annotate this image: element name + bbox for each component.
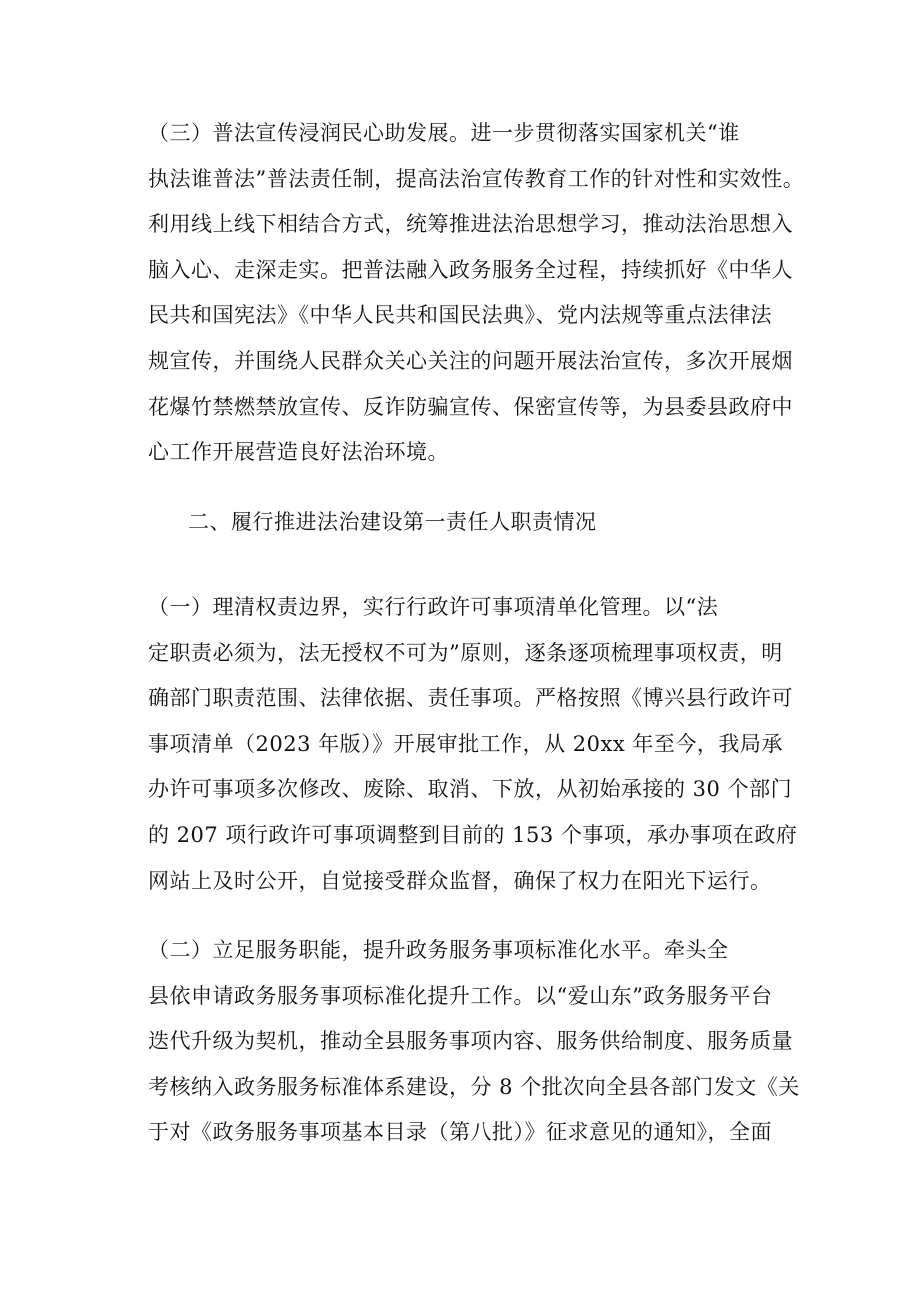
paragraph-line: （一）理清权责边界，实行行政许可事项清单化管理。以“法 xyxy=(148,595,719,619)
paragraph-line: 规宣传，并围绕人民群众关心关注的问题开展法治宣传，多次开展烟 xyxy=(148,348,793,373)
paragraph-line: 办许可事项多次修改、废除、取消、下放，从初始承接的 30 个部门 xyxy=(148,777,793,802)
paragraph-line: 利用线上线下相结合方式，统筹推进法治思想学习，推动法治思想入 xyxy=(148,212,793,237)
paragraph-standardization xyxy=(148,928,800,1156)
paragraph-line: 脑入心、走深走实。把普法融入政务服务全过程，持续抓好《中华人 xyxy=(148,257,793,282)
paragraph-line: 于对《政务服务事项基本目录（第八批）》征求意见的通知》，全面 xyxy=(148,1120,772,1145)
paragraph-line: 定职责必须为，法无授权不可为”原则，逐条逐项梳理事项权责，明 xyxy=(148,640,783,665)
paragraph-permits xyxy=(148,585,798,904)
paragraph-line: 花爆竹禁燃禁放宣传、反诈防骗宣传、保密宣传等，为县委县政府中 xyxy=(148,394,793,419)
paragraph-line: 民共和国宪法》《中华人民共和国民法典》、党内法规等重点法律法 xyxy=(148,303,772,328)
paragraph-line: （三）普法宣传浸润民心助发展。进一步贯彻落实国家机关“谁 xyxy=(148,121,740,145)
paragraph-line: 的 207 项行政许可事项调整到目前的 153 个事项，承办事项在政府 xyxy=(148,822,798,847)
paragraph-line: 执法谁普法”普法责任制，提高法治宣传教育工作的针对性和实效性。 xyxy=(148,166,805,191)
paragraph-line: 网站上及时公开，自觉接受群众监督，确保了权力在阳光下运行。 xyxy=(148,868,772,893)
paragraph-line: 确部门职责范围、法律依据、责任事项。严格按照《博兴县行政许可 xyxy=(148,686,793,711)
section-heading: 二、履行推进法治建设第一责任人职责情况 xyxy=(188,510,597,534)
paragraph-publicity xyxy=(148,111,805,476)
paragraph-line: 事项清单（2023 年版）》开展审批工作，从 20xx 年至今，我局承 xyxy=(148,731,783,756)
paragraph-line: （二）立足服务职能，提升政务服务事项标准化水平。牵头全 xyxy=(148,938,729,962)
paragraph-line: 县依申请政务服务事项标准化提升工作。以“爱山东”政务服务平台 xyxy=(148,983,773,1008)
paragraph-line: 考核纳入政务服务标准体系建设，分 8 个批次向全县各部门发文《关 xyxy=(148,1074,800,1099)
paragraph-line: 心工作开展营造良好法治环境。 xyxy=(148,440,449,465)
paragraph-line: 迭代升级为契机，推动全县服务事项内容、服务供给制度、服务质量 xyxy=(148,1029,793,1054)
